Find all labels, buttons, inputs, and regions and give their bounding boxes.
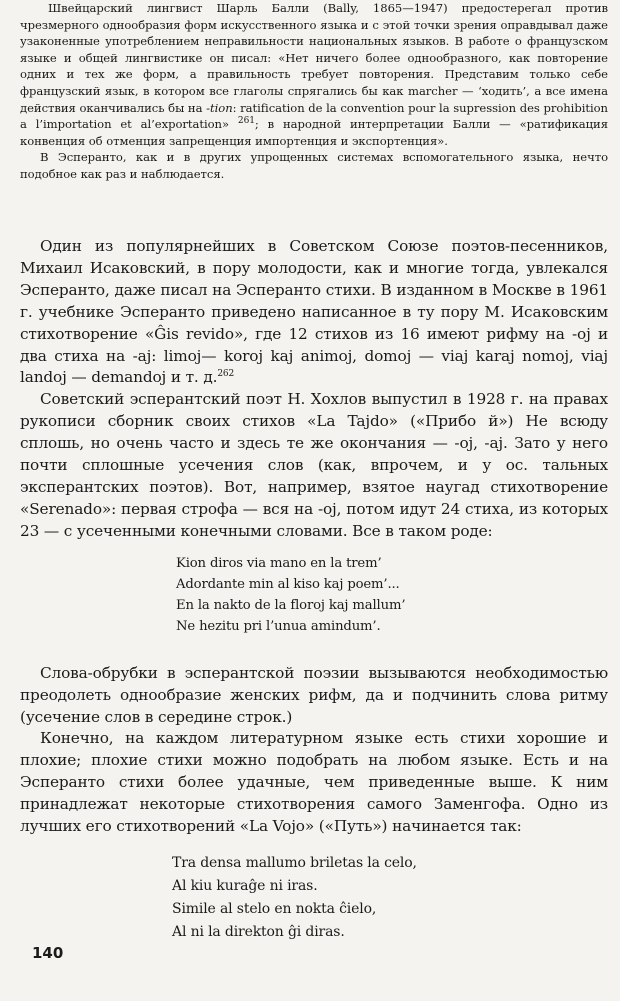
paragraph-truncation: Слова-обрубки в эсперантской поэзии вызываются необходимостью преодолеть однообразие женских рифм, да и подчинить слова ритму (усечение слов в середине строк.) [20, 663, 608, 726]
page [20, 0, 608, 940]
page-number: 140 [32, 944, 64, 962]
poem-line: Kion diros via mano en la trem’ [176, 555, 382, 571]
footnote-paragraph: В Эсперанто, как и в других упрощенных системах вспомогательного языка, нечто подобное как раз и наблюдается. [20, 150, 608, 181]
poem-la-vojo [172, 852, 608, 944]
poem-line: Tra densa mallumo briletas la celo, [172, 854, 417, 871]
paragraph-khokhlov: Советский эсперантский поэт Н. Хохлов выпустил в 1928 г. на правах рукописи сборник своих стихов «La Tajdo» («Прибо й») Не всюду сплошь, но очень часто и здесь те же окончания — -oj, -aj. Зато у него почти сплошные усечения слов (как, впрочем, и у ос. тальных эксперантских поэтов). Вот, например, взятое наугад стихотворение «Serenado»: первая строфа — вся на -oj, потом идут 24 стиха, из которых 23 — с усеченными конечными словами. Все в таком роде: [20, 390, 608, 540]
poem-line: Al kiu kuraĝe ni iras. [172, 877, 318, 894]
main-text [20, 236, 608, 944]
paragraph-isakovsky: Один из популярнейших в Советском Союзе поэтов-песенников, Михаил Исаковский, в пору молодости, как и многие тогда, увлекался Эсперанто, даже писал на Эсперанто стихи. В изданном в Москве в 1961 г. учебнике Эсперанто приведено написанное в ту пору М. Исаковским стихотворение «Ĝis revido», где 12 стихов из 16 имеют рифму на -oj и два стиха на -aj: limoj— koroj kaj animoj, domoj — viaj karaj nomoj, viaj landoj — demandoj и т. д.$^{262}$ [20, 237, 608, 387]
footnote [20, 0, 608, 183]
poem-line: Simile al stelo en nokta ĉielo, [172, 900, 377, 917]
poem-line: En la nakto de la floroj kaj mallum’ [176, 597, 406, 613]
poem-line: Al ni la direkton ĝi diras. [172, 923, 345, 940]
poem-serenado [176, 553, 608, 637]
footnote-paragraph: Швейцарский лингвист Шарль Балли (Bally, 1865—1947) предостерегал против чрезмерного однообразия форм искусственного языка и с этой точки зрения оправдывал даже узаконенные употреблением неправильности национальных языков. В работе о французском языке и общей лингвистике он писал: «Нет ничего более однообразного, как повторение одних и тех же форм, а правильность требует повторения. Представим только себе французский язык, в котором все глаголы спрягались бы как marcher — ‘ходить’, а все имена действия оканчивались бы на -tion: ratification de la convention pour la supression des prohibition a l’importation et al’exportation» $^{261}$; в народной интерпретации Балли — «ратификация конвенция об отменция запрещенция импортенция и экспортенция». [20, 1, 608, 148]
poem-line: Adordante min al kiso kaj poem’... [176, 576, 400, 592]
paragraph-good-poems: Конечно, на каждом литературном языке есть стихи хорошие и плохие; плохие стихи можно подобрать на любом языке. Есть и на Эсперанто стихи более удачные, чем приведенные выше. К ним принадлежат некоторые стихотворения самого Заменгофа. Одно из лучших его стихотворений «La Vojo» («Путь») начинается так: [20, 729, 608, 836]
poem-line: Ne hezitu pri l’unua amindum’. [176, 618, 381, 634]
